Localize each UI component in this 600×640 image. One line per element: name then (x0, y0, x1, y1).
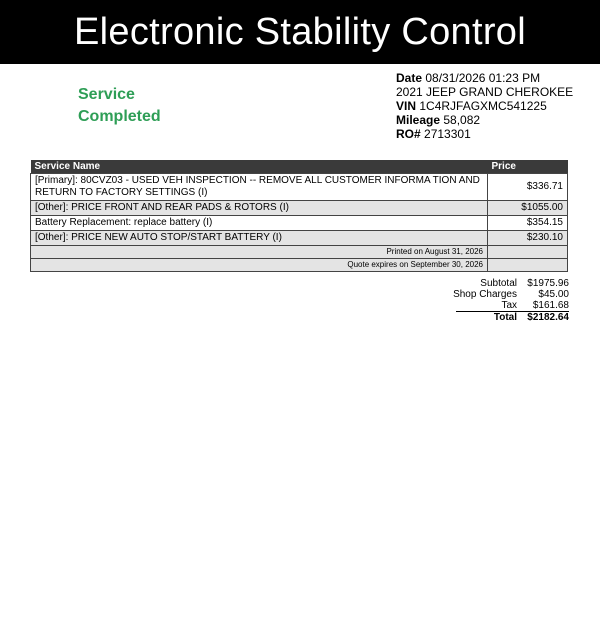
table-header-row (31, 160, 568, 174)
table-row (31, 201, 568, 216)
price-cell: $354.15 (488, 216, 568, 231)
tax-value: $161.68 (532, 300, 569, 311)
vin-label: VIN (396, 99, 417, 113)
subtotal-label: Subtotal (480, 278, 517, 289)
printed-blank (488, 246, 568, 259)
total-label: Total (493, 312, 517, 323)
tax-label: Tax (501, 300, 517, 311)
ro-value: 2713301 (424, 127, 471, 141)
shop-charges-row (440, 289, 569, 300)
status-line-2: Completed (78, 108, 161, 125)
expires-row (31, 259, 568, 272)
expires-note: Quote expires on September 30, 2026 (31, 259, 488, 272)
status-line-1: Service (78, 86, 135, 103)
ro-line (396, 127, 573, 141)
table-row (31, 174, 568, 201)
header-price: Price (488, 160, 568, 174)
vehicle-info (396, 71, 573, 141)
mileage-line (396, 113, 573, 127)
table-row (31, 231, 568, 246)
vin-value: 1C4RJFAGXMC541225 (419, 99, 547, 113)
printed-note: Printed on August 31, 2026 (31, 246, 488, 259)
total-row (456, 311, 569, 323)
service-status (78, 84, 161, 128)
date-label: Date (396, 71, 423, 85)
price-cell: $1055.00 (488, 201, 568, 216)
service-name-cell: [Primary]: 80CVZ03 - USED VEH INSPECTION -- REMOVE ALL CUSTOMER INFORMA TION AND RETURN TO FACTORY SETTINGS (I) (31, 174, 488, 201)
expires-blank (488, 259, 568, 272)
service-table (30, 160, 568, 272)
mileage-label: Mileage (396, 113, 441, 127)
subtotal-row (440, 278, 569, 289)
mileage-value: 58,082 (443, 113, 481, 127)
service-name-cell: [Other]: PRICE NEW AUTO STOP/START BATTERY (I) (31, 231, 488, 246)
totals-block (440, 278, 569, 323)
shop-charges-label: Shop Charges (453, 289, 517, 300)
tax-row (440, 300, 569, 311)
vin-line (396, 99, 573, 113)
printed-row (31, 246, 568, 259)
subtotal-value: $1975.96 (527, 278, 569, 289)
banner (0, 0, 600, 64)
service-name-cell: [Other]: PRICE FRONT AND REAR PADS & ROTORS (I) (31, 201, 488, 216)
date-line (396, 71, 573, 85)
service-name-cell: Battery Replacement: replace battery (I) (31, 216, 488, 231)
price-cell: $230.10 (488, 231, 568, 246)
ro-label: RO# (396, 127, 421, 141)
shop-charges-value: $45.00 (538, 289, 569, 300)
date-value: 08/31/2026 01:23 PM (425, 71, 541, 85)
total-value: $2182.64 (527, 312, 569, 323)
table-row (31, 216, 568, 231)
vehicle-model: 2021 JEEP GRAND CHEROKEE (396, 85, 574, 99)
header-service-name: Service Name (31, 160, 488, 174)
price-cell: $336.71 (488, 174, 568, 201)
banner-title: Electronic Stability Control (74, 10, 526, 53)
